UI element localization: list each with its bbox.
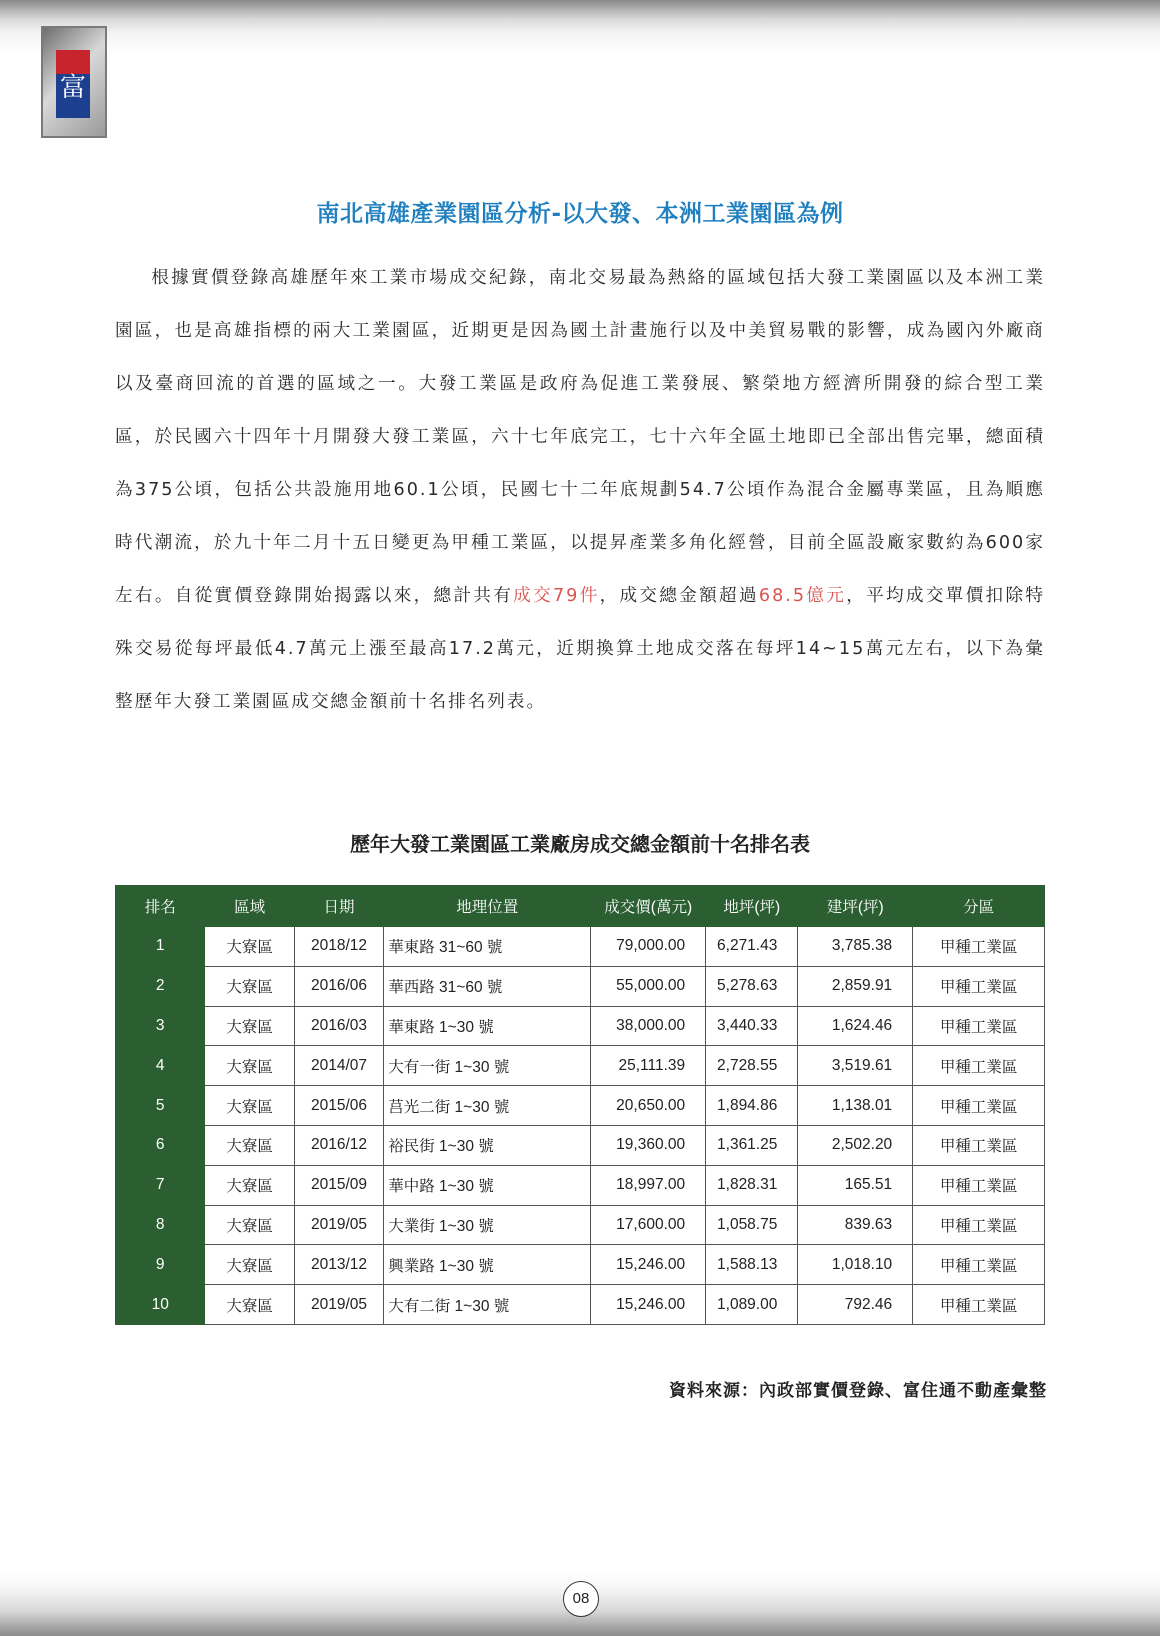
cell-price: 25,111.39 [591, 1046, 706, 1086]
table-row [116, 1285, 1045, 1325]
data-source-note: 資料來源：內政部實價登錄、富住通不動產彙整 [669, 1381, 1047, 1401]
cell-price: 19,360.00 [591, 1125, 706, 1165]
cell-zoning: 甲種工業區 [913, 1165, 1045, 1205]
cell-location: 大有一街 1~30 號 [384, 1046, 591, 1086]
cell-building-area: 1,624.46 [798, 1006, 913, 1046]
cell-rank: 6 [116, 1125, 205, 1165]
cell-date: 2014/07 [294, 1046, 383, 1086]
cell-date: 2016/06 [294, 966, 383, 1006]
cell-zoning: 甲種工業區 [913, 1205, 1045, 1245]
cell-land-area: 1,828.31 [706, 1165, 798, 1205]
cell-date: 2016/12 [294, 1125, 383, 1165]
cell-zoning: 甲種工業區 [913, 1006, 1045, 1046]
header-price: 成交價(萬元) [591, 886, 706, 927]
cell-building-area: 3,519.61 [798, 1046, 913, 1086]
header-location: 地理位置 [384, 886, 591, 927]
cell-price: 55,000.00 [591, 966, 706, 1006]
article-body-part-1: 根據實價登錄高雄歷年來工業市場成交紀錄，南北交易最為熱絡的區域包括大發工業園區以及本洲工業園區，也是高雄指標的兩大工業園區，近期更是因為國土計畫施行以及中美貿易戰的影響，成為國內外廠商以及臺商回流的首選的區域之一。大發工業區是政府為促進工業發展、繁榮地方經濟所開發的綜合型工業區，於民國六十四年十月開發大發工業區，六十七年底完工，七十六年全區土地即已全部出售完畢，總面積為375公頃，包括公共設施用地60.1公頃，民國七十二年底規劃54.7公頃作為混合金屬專業區，且為順應時代潮流，於九十年二月十五日變更為甲種工業區，以提昇產業多角化經營，目前全區設廠家數約為600家左右。自從實價登錄開始揭露以來，總計共有 [115, 268, 1045, 606]
cell-location: 莒光二街 1~30 號 [384, 1086, 591, 1126]
cell-land-area: 1,894.86 [706, 1086, 798, 1126]
cell-date: 2019/05 [294, 1205, 383, 1245]
cell-price: 20,650.00 [591, 1086, 706, 1126]
article-body-part-2: ，成交總金額超過 [599, 586, 759, 606]
table-row [116, 1086, 1045, 1126]
cell-date: 2013/12 [294, 1245, 383, 1285]
highlight-deal-count: 成交79件 [513, 586, 600, 606]
cell-district: 大寮區 [205, 927, 294, 967]
cell-price: 15,246.00 [591, 1285, 706, 1325]
cell-zoning: 甲種工業區 [913, 927, 1045, 967]
company-logo-icon [56, 50, 90, 118]
cell-location: 華東路 31~60 號 [384, 927, 591, 967]
cell-district: 大寮區 [205, 1245, 294, 1285]
table-row [116, 1205, 1045, 1245]
ranking-table [115, 885, 1045, 1325]
cell-zoning: 甲種工業區 [913, 1046, 1045, 1086]
header-zoning: 分區 [913, 886, 1045, 927]
cell-price: 79,000.00 [591, 927, 706, 967]
cell-rank: 4 [116, 1046, 205, 1086]
cell-location: 裕民街 1~30 號 [384, 1125, 591, 1165]
cell-district: 大寮區 [205, 1285, 294, 1325]
table-row [116, 1125, 1045, 1165]
cell-rank: 2 [116, 966, 205, 1006]
cell-building-area: 2,859.91 [798, 966, 913, 1006]
cell-land-area: 3,440.33 [706, 1006, 798, 1046]
table-row [116, 1245, 1045, 1285]
table-row [116, 966, 1045, 1006]
cell-location: 華西路 31~60 號 [384, 966, 591, 1006]
cell-location: 華中路 1~30 號 [384, 1165, 591, 1205]
cell-rank: 7 [116, 1165, 205, 1205]
header-land-area: 地坪(坪) [706, 886, 798, 927]
page-number: 08 [563, 1581, 599, 1617]
cell-date: 2015/09 [294, 1165, 383, 1205]
cell-land-area: 1,588.13 [706, 1245, 798, 1285]
cell-district: 大寮區 [205, 1125, 294, 1165]
cell-building-area: 3,785.38 [798, 927, 913, 967]
cell-location: 華東路 1~30 號 [384, 1006, 591, 1046]
cell-rank: 3 [116, 1006, 205, 1046]
table-row [116, 1006, 1045, 1046]
cell-land-area: 6,271.43 [706, 927, 798, 967]
table-row [116, 1046, 1045, 1086]
cell-district: 大寮區 [205, 1165, 294, 1205]
cell-date: 2016/03 [294, 1006, 383, 1046]
header-rank: 排名 [116, 886, 205, 927]
cell-land-area: 1,361.25 [706, 1125, 798, 1165]
cell-rank: 1 [116, 927, 205, 967]
cell-zoning: 甲種工業區 [913, 1285, 1045, 1325]
table-header-row [116, 886, 1045, 927]
logo-glyph: 富 [59, 73, 86, 103]
company-logo [41, 26, 107, 138]
cell-building-area: 165.51 [798, 1165, 913, 1205]
cell-district: 大寮區 [205, 1086, 294, 1126]
table-row [116, 1165, 1045, 1205]
cell-building-area: 1,018.10 [798, 1245, 913, 1285]
cell-price: 17,600.00 [591, 1205, 706, 1245]
article-title: 南北高雄產業園區分析-以大發、本洲工業園區為例 [316, 201, 844, 227]
cell-rank: 10 [116, 1285, 205, 1325]
cell-date: 2018/12 [294, 927, 383, 967]
cell-land-area: 5,278.63 [706, 966, 798, 1006]
cell-date: 2019/05 [294, 1285, 383, 1325]
article-body [115, 252, 1045, 729]
cell-building-area: 1,138.01 [798, 1086, 913, 1126]
cell-price: 18,997.00 [591, 1165, 706, 1205]
cell-location: 興業路 1~30 號 [384, 1245, 591, 1285]
top-decorative-band [0, 0, 1160, 55]
cell-land-area: 1,089.00 [706, 1285, 798, 1325]
cell-district: 大寮區 [205, 966, 294, 1006]
cell-building-area: 839.63 [798, 1205, 913, 1245]
header-date: 日期 [294, 886, 383, 927]
header-district: 區域 [205, 886, 294, 927]
cell-district: 大寮區 [205, 1205, 294, 1245]
cell-district: 大寮區 [205, 1046, 294, 1086]
cell-date: 2015/06 [294, 1086, 383, 1126]
cell-location: 大業街 1~30 號 [384, 1205, 591, 1245]
table-row [116, 927, 1045, 967]
cell-district: 大寮區 [205, 1006, 294, 1046]
cell-price: 15,246.00 [591, 1245, 706, 1285]
cell-price: 38,000.00 [591, 1006, 706, 1046]
cell-building-area: 2,502.20 [798, 1125, 913, 1165]
cell-land-area: 2,728.55 [706, 1046, 798, 1086]
cell-rank: 5 [116, 1086, 205, 1126]
cell-zoning: 甲種工業區 [913, 966, 1045, 1006]
article-body-part-3: ，平均成交單價扣除特殊交易從每坪最低4.7萬元上漲至最高17.2萬元，近期換算土地成交落在每坪14~15萬元左右，以下為彙整歷年大發工業園區成交總金額前十名排名列表。 [115, 586, 1045, 712]
cell-zoning: 甲種工業區 [913, 1125, 1045, 1165]
cell-rank: 8 [116, 1205, 205, 1245]
table-title: 歷年大發工業園區工業廠房成交總金額前十名排名表 [350, 832, 810, 856]
cell-building-area: 792.46 [798, 1285, 913, 1325]
header-building-area: 建坪(坪) [798, 886, 913, 927]
highlight-total-amount: 68.5億元 [758, 586, 847, 606]
cell-location: 大有二街 1~30 號 [384, 1285, 591, 1325]
cell-land-area: 1,058.75 [706, 1205, 798, 1245]
cell-zoning: 甲種工業區 [913, 1086, 1045, 1126]
cell-zoning: 甲種工業區 [913, 1245, 1045, 1285]
cell-rank: 9 [116, 1245, 205, 1285]
